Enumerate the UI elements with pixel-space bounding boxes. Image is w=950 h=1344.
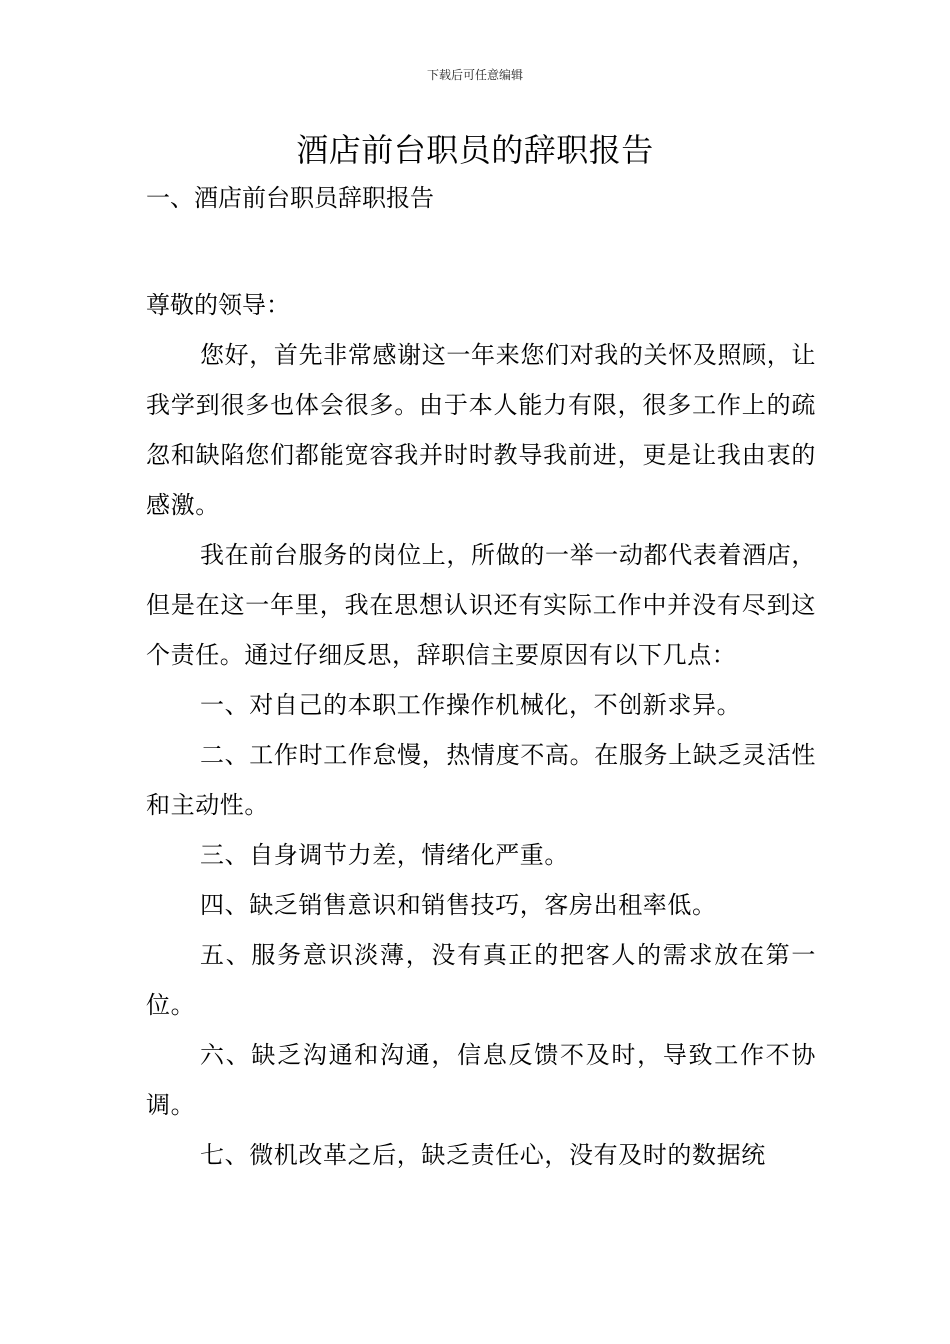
paragraph-intro: 您好，首先非常感谢这一年来您们对我的关怀及照顾，让我学到很多也体会很多。由于本人能力有限，很多工作上的疏忽和缺陷您们都能宽容我并时时教导我前进，更是让我由衷的感激。 [146,341,816,519]
section-heading: 一、酒店前台职员辞职报告 [146,184,434,212]
letter-body [146,280,816,1180]
document-title: 酒店前台职员的辞职报告 [296,131,654,169]
header-note: 下载后可任意编辑 [426,68,523,82]
reason-item: 七、微机改革之后，缺乏责任心，没有及时的数据统 [200,1141,766,1169]
reason-item: 四、缺乏销售意识和销售技巧，客房出租率低。 [200,891,717,919]
reason-item: 六、缺乏沟通和沟通，信息反馈不及时，导致工作不协调。 [146,1041,816,1119]
paragraph-reflection: 我在前台服务的岗位上，所做的一举一动都代表着酒店，但是在这一年里，我在思想认识还有实际工作中并没有尽到这个责任。通过仔细反思，辞职信主要原因有以下几点： [146,541,816,669]
reason-item: 二、工作时工作怠慢，热情度不高。在服务上缺乏灵活性和主动性。 [146,741,816,819]
reason-item: 五、服务意识淡薄，没有真正的把客人的需求放在第一位。 [146,941,816,1019]
reason-item: 三、自身调节力差，情绪化严重。 [200,841,569,869]
salutation: 尊敬的领导： [146,291,290,319]
reason-item: 一、对自己的本职工作操作机械化，不创新求异。 [200,691,742,719]
